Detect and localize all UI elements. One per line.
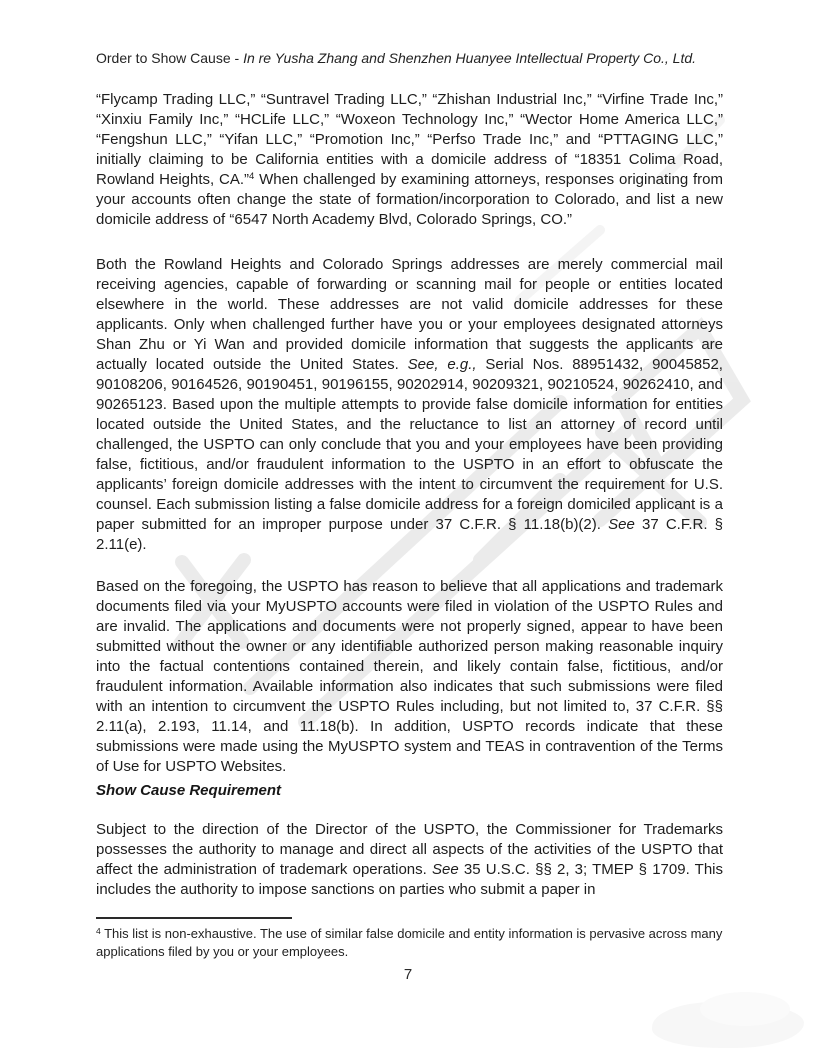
paragraph-commissioner-authority: Subject to the direction of the Director of the USPTO, the Commissioner for Trademarks possesses the authority to manage and direct all aspects of the activities of the USPTO that affect the administration of trademark operations. See 35 U.S.C. §§ 2, 3; TMEP § 1709. This includes the authority to impose sanctions on parties who submit a paper in bbox=[96, 821, 723, 898]
paragraph-entity-list: “Flycamp Trading LLC,” “Suntravel Trading LLC,” “Zhishan Industrial Inc,” “Virfine Trade Inc,” “Xinxiu Family Inc,” “HCLife LLC,” “Woxeon Technology Inc,” “Wector Home America LLC,” “Fengshun LLC,” “Yifan LLC,” “Promotion Inc,” “Perfso Trade Inc,” and “PTTAGING LLC,” initially claiming to be California entities with a domicile address of “18351 Colima Road, Rowland Heights, CA.”$^4$ When challenged by examining attorneys, responses originating from your accounts often change the state of formation/incorporation to Colorado, and list a new domicile address of “6547 North Academy Blvd, Colorado Springs, CO.” bbox=[96, 91, 723, 228]
scanner-watermark-blob-small bbox=[700, 992, 790, 1026]
running-header bbox=[96, 49, 723, 67]
section-heading-show-cause-requirement: Show Cause Requirement bbox=[96, 782, 282, 799]
footnote-separator-line bbox=[96, 917, 292, 919]
footnote-4: $^4$ This list is non-exhaustive. The use of similar false domicile and entity information is pervasive across many applications filed by you or your employees. bbox=[96, 926, 723, 959]
paragraph-domicile-addresses: Both the Rowland Heights and Colorado Springs addresses are merely commercial mail receiving agencies, capable of forwarding or scanning mail for people or entities located elsewhere in the world. These addresses are not valid domicile addresses for these applicants. Only when challenged further have you or your employees designated attorneys Shan Zhu or Yi Wan and provided domicile information that suggests the applicants are actually located outside the United States. See, e.g., Serial Nos. 88951432, 90045852, 90108206, 90164526, 90190451, 90196155, 90202914, 90209321, 90210524, 90262410, and 90265123. Based upon the multiple attempts to provide false domicile information for entities located outside the United States, and the reluctance to list an attorney of record until challenged, the USPTO can only conclude that you and your employees have been providing false, fictitious, and/or fraudulent information to the USPTO in an effort to obfuscate the applicants’ foreign domicile addresses with the intent to circumvent the requirement for U.S. counsel. Each submission listing a false domicile address for a foreign domiciled applicant is a paper submitted for an improper purpose under 37 C.F.R. § 11.18(b)(2). See 37 C.F.R. § 2.11(e). bbox=[96, 256, 723, 553]
header-prefix: Order to Show Cause - bbox=[96, 50, 244, 66]
header-case-title: In re Yusha Zhang and Shenzhen Huanyee Intellectual Property Co., Ltd. bbox=[243, 50, 697, 66]
page-number: 7 bbox=[403, 966, 413, 983]
scanner-watermark-blob bbox=[652, 1002, 804, 1048]
paragraph-uspto-conclusion: Based on the foregoing, the USPTO has reason to believe that all applications and trademark documents filed via your MyUSPTO accounts were filed in violation of the USPTO Rules and are invalid. The applications and documents were not properly signed, appear to have been submitted without the owner or any identifiable authorized person making reasonable inquiry into the factual contentions contained therein, and likely contain false, fictitious, and/or fraudulent information. Available information also indicates that such submissions were filed with an intention to circumvent the USPTO Rules including, but not limited to, 37 C.F.R. §§ 2.11(a), 2.193, 11.14, and 11.18(b). In addition, USPTO records indicate that these submissions were made using the MyUSPTO system and TEAS in contravention of the Terms of Use for USPTO Websites. bbox=[96, 578, 723, 775]
